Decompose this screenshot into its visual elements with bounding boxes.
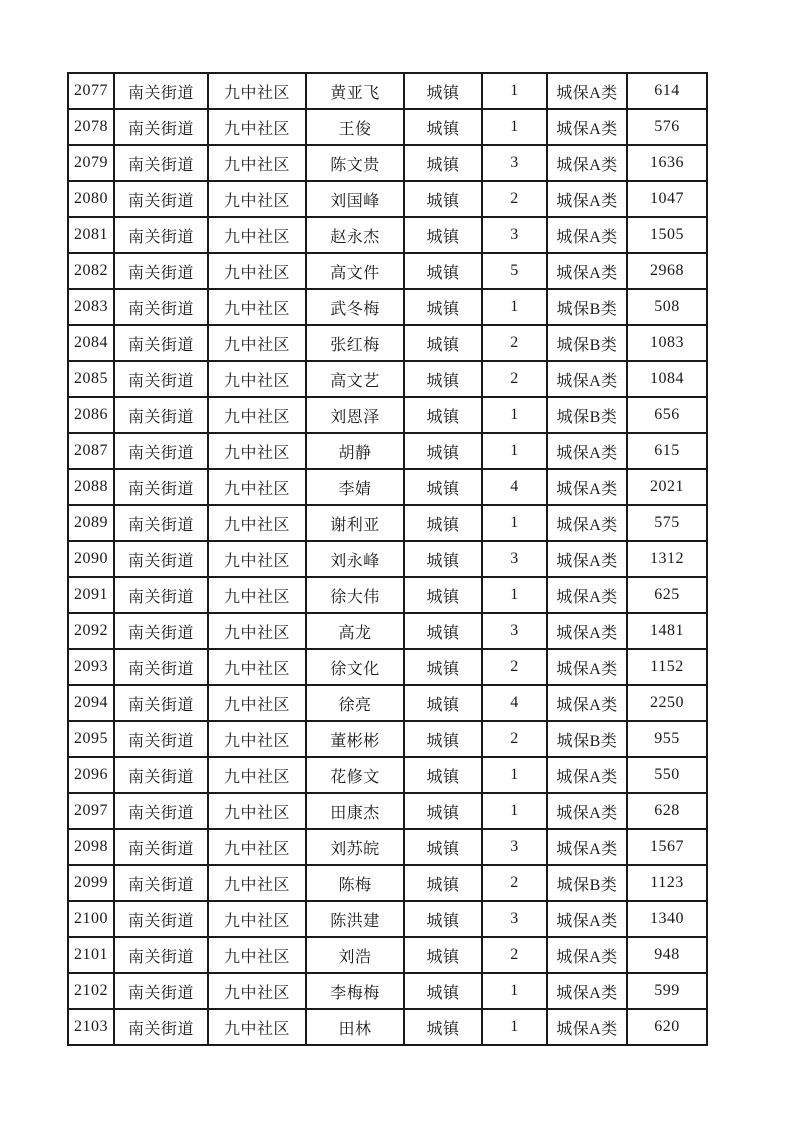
person-name-cell: 刘苏皖 [306,829,404,865]
person-name-cell: 徐亮 [306,685,404,721]
person-name-cell: 田康杰 [306,793,404,829]
street-cell: 南关街道 [114,613,208,649]
serial-number-cell: 2085 [68,361,114,397]
person-name-cell: 高文艺 [306,361,404,397]
headcount-cell: 2 [482,181,547,217]
table-row [68,865,707,901]
person-name-cell: 武冬梅 [306,289,404,325]
amount-cell: 1481 [627,613,707,649]
serial-number-cell: 2078 [68,109,114,145]
community-cell: 九中社区 [208,937,306,973]
insurance-category-cell: 城保A类 [547,829,627,865]
insurance-category-cell: 城保A类 [547,469,627,505]
community-cell: 九中社区 [208,541,306,577]
person-name-cell: 高龙 [306,613,404,649]
street-cell: 南关街道 [114,325,208,361]
community-cell: 九中社区 [208,649,306,685]
residence-type-cell: 城镇 [404,217,482,253]
street-cell: 南关街道 [114,217,208,253]
amount-cell: 2968 [627,253,707,289]
serial-number-cell: 2091 [68,577,114,613]
community-cell: 九中社区 [208,325,306,361]
serial-number-cell: 2092 [68,613,114,649]
person-name-cell: 李梅梅 [306,973,404,1009]
serial-number-cell: 2102 [68,973,114,1009]
residence-type-cell: 城镇 [404,73,482,109]
table-row [68,541,707,577]
amount-cell: 1123 [627,865,707,901]
person-name-cell: 董彬彬 [306,721,404,757]
community-cell: 九中社区 [208,181,306,217]
residence-type-cell: 城镇 [404,325,482,361]
residence-type-cell: 城镇 [404,685,482,721]
serial-number-cell: 2103 [68,1009,114,1045]
table-row [68,361,707,397]
headcount-cell: 1 [482,433,547,469]
street-cell: 南关街道 [114,397,208,433]
insurance-category-cell: 城保A类 [547,181,627,217]
community-cell: 九中社区 [208,1009,306,1045]
table-row [68,1009,707,1045]
table-row [68,649,707,685]
person-name-cell: 胡静 [306,433,404,469]
table-row [68,397,707,433]
headcount-cell: 2 [482,649,547,685]
amount-cell: 1084 [627,361,707,397]
community-cell: 九中社区 [208,433,306,469]
street-cell: 南关街道 [114,433,208,469]
headcount-cell: 2 [482,865,547,901]
street-cell: 南关街道 [114,289,208,325]
headcount-cell: 1 [482,793,547,829]
table-row [68,721,707,757]
insurance-category-cell: 城保A类 [547,1009,627,1045]
residence-type-cell: 城镇 [404,649,482,685]
table-row [68,289,707,325]
community-cell: 九中社区 [208,577,306,613]
street-cell: 南关街道 [114,73,208,109]
community-cell: 九中社区 [208,793,306,829]
residence-type-cell: 城镇 [404,109,482,145]
residence-type-cell: 城镇 [404,577,482,613]
serial-number-cell: 2093 [68,649,114,685]
table-row [68,217,707,253]
table-body [68,73,707,1045]
serial-number-cell: 2095 [68,721,114,757]
headcount-cell: 1 [482,577,547,613]
amount-cell: 1083 [627,325,707,361]
insurance-category-cell: 城保B类 [547,865,627,901]
community-cell: 九中社区 [208,361,306,397]
insurance-category-cell: 城保A类 [547,685,627,721]
amount-cell: 615 [627,433,707,469]
serial-number-cell: 2090 [68,541,114,577]
residence-type-cell: 城镇 [404,973,482,1009]
person-name-cell: 黄亚飞 [306,73,404,109]
street-cell: 南关街道 [114,829,208,865]
street-cell: 南关街道 [114,937,208,973]
table-row [68,937,707,973]
amount-cell: 2021 [627,469,707,505]
table-row [68,469,707,505]
insurance-category-cell: 城保A类 [547,505,627,541]
residence-type-cell: 城镇 [404,793,482,829]
amount-cell: 625 [627,577,707,613]
street-cell: 南关街道 [114,865,208,901]
community-cell: 九中社区 [208,73,306,109]
person-name-cell: 王俊 [306,109,404,145]
amount-cell: 614 [627,73,707,109]
person-name-cell: 刘恩泽 [306,397,404,433]
table-row [68,829,707,865]
street-cell: 南关街道 [114,973,208,1009]
insurance-category-cell: 城保A类 [547,433,627,469]
headcount-cell: 3 [482,613,547,649]
community-cell: 九中社区 [208,721,306,757]
street-cell: 南关街道 [114,253,208,289]
residence-type-cell: 城镇 [404,181,482,217]
street-cell: 南关街道 [114,685,208,721]
serial-number-cell: 2081 [68,217,114,253]
amount-cell: 948 [627,937,707,973]
amount-cell: 1340 [627,901,707,937]
table-row [68,613,707,649]
headcount-cell: 1 [482,73,547,109]
serial-number-cell: 2089 [68,505,114,541]
headcount-cell: 1 [482,397,547,433]
insurance-category-cell: 城保A类 [547,973,627,1009]
serial-number-cell: 2088 [68,469,114,505]
amount-cell: 1047 [627,181,707,217]
person-name-cell: 刘浩 [306,937,404,973]
serial-number-cell: 2077 [68,73,114,109]
table-row [68,253,707,289]
table-row [68,325,707,361]
table-row [68,505,707,541]
person-name-cell: 陈梅 [306,865,404,901]
residence-type-cell: 城镇 [404,433,482,469]
street-cell: 南关街道 [114,361,208,397]
amount-cell: 1312 [627,541,707,577]
person-name-cell: 刘永峰 [306,541,404,577]
headcount-cell: 4 [482,685,547,721]
insurance-category-cell: 城保A类 [547,577,627,613]
person-name-cell: 谢利亚 [306,505,404,541]
headcount-cell: 1 [482,505,547,541]
serial-number-cell: 2079 [68,145,114,181]
insurance-category-cell: 城保A类 [547,145,627,181]
residence-type-cell: 城镇 [404,361,482,397]
street-cell: 南关街道 [114,469,208,505]
insurance-category-cell: 城保A类 [547,217,627,253]
serial-number-cell: 2080 [68,181,114,217]
insurance-category-cell: 城保A类 [547,757,627,793]
serial-number-cell: 2094 [68,685,114,721]
street-cell: 南关街道 [114,505,208,541]
person-name-cell: 高文件 [306,253,404,289]
amount-cell: 1636 [627,145,707,181]
table-row [68,901,707,937]
amount-cell: 575 [627,505,707,541]
table-row [68,577,707,613]
residence-type-cell: 城镇 [404,1009,482,1045]
residence-type-cell: 城镇 [404,901,482,937]
person-name-cell: 张红梅 [306,325,404,361]
headcount-cell: 1 [482,109,547,145]
amount-cell: 628 [627,793,707,829]
headcount-cell: 3 [482,217,547,253]
residence-type-cell: 城镇 [404,865,482,901]
insurance-category-cell: 城保B类 [547,325,627,361]
street-cell: 南关街道 [114,541,208,577]
insurance-category-cell: 城保A类 [547,613,627,649]
table-row [68,145,707,181]
person-name-cell: 赵永杰 [306,217,404,253]
amount-cell: 656 [627,397,707,433]
street-cell: 南关街道 [114,757,208,793]
insurance-category-cell: 城保A类 [547,361,627,397]
street-cell: 南关街道 [114,649,208,685]
table-row [68,685,707,721]
person-name-cell: 刘国峰 [306,181,404,217]
table-row [68,973,707,1009]
person-name-cell: 田林 [306,1009,404,1045]
serial-number-cell: 2099 [68,865,114,901]
insurance-category-cell: 城保A类 [547,541,627,577]
headcount-cell: 1 [482,289,547,325]
headcount-cell: 3 [482,541,547,577]
street-cell: 南关街道 [114,1009,208,1045]
community-cell: 九中社区 [208,109,306,145]
person-name-cell: 陈洪建 [306,901,404,937]
insurance-category-cell: 城保A类 [547,109,627,145]
serial-number-cell: 2097 [68,793,114,829]
residence-type-cell: 城镇 [404,613,482,649]
street-cell: 南关街道 [114,109,208,145]
community-cell: 九中社区 [208,865,306,901]
insurance-category-cell: 城保B类 [547,397,627,433]
insurance-category-cell: 城保A类 [547,253,627,289]
community-cell: 九中社区 [208,829,306,865]
residence-type-cell: 城镇 [404,541,482,577]
residence-type-cell: 城镇 [404,253,482,289]
amount-cell: 550 [627,757,707,793]
headcount-cell: 3 [482,829,547,865]
amount-cell: 576 [627,109,707,145]
community-cell: 九中社区 [208,397,306,433]
street-cell: 南关街道 [114,901,208,937]
serial-number-cell: 2084 [68,325,114,361]
residence-type-cell: 城镇 [404,829,482,865]
residence-type-cell: 城镇 [404,505,482,541]
residence-type-cell: 城镇 [404,937,482,973]
serial-number-cell: 2083 [68,289,114,325]
headcount-cell: 3 [482,901,547,937]
table-row [68,757,707,793]
insurance-category-cell: 城保A类 [547,649,627,685]
insurance-category-cell: 城保A类 [547,901,627,937]
amount-cell: 508 [627,289,707,325]
residence-type-cell: 城镇 [404,721,482,757]
amount-cell: 1505 [627,217,707,253]
headcount-cell: 1 [482,973,547,1009]
community-cell: 九中社区 [208,253,306,289]
community-cell: 九中社区 [208,505,306,541]
insurance-category-cell: 城保A类 [547,937,627,973]
person-name-cell: 徐大伟 [306,577,404,613]
insurance-category-cell: 城保A类 [547,793,627,829]
residence-type-cell: 城镇 [404,145,482,181]
amount-cell: 1152 [627,649,707,685]
amount-cell: 955 [627,721,707,757]
community-cell: 九中社区 [208,289,306,325]
person-name-cell: 李婧 [306,469,404,505]
amount-cell: 2250 [627,685,707,721]
headcount-cell: 2 [482,721,547,757]
person-name-cell: 陈文贵 [306,145,404,181]
serial-number-cell: 2100 [68,901,114,937]
headcount-cell: 5 [482,253,547,289]
amount-cell: 599 [627,973,707,1009]
headcount-cell: 2 [482,937,547,973]
amount-cell: 1567 [627,829,707,865]
headcount-cell: 3 [482,145,547,181]
table-row [68,109,707,145]
street-cell: 南关街道 [114,793,208,829]
residence-type-cell: 城镇 [404,469,482,505]
serial-number-cell: 2086 [68,397,114,433]
serial-number-cell: 2101 [68,937,114,973]
table-row [68,793,707,829]
serial-number-cell: 2087 [68,433,114,469]
serial-number-cell: 2082 [68,253,114,289]
residence-type-cell: 城镇 [404,289,482,325]
serial-number-cell: 2096 [68,757,114,793]
street-cell: 南关街道 [114,577,208,613]
community-cell: 九中社区 [208,613,306,649]
street-cell: 南关街道 [114,145,208,181]
headcount-cell: 2 [482,325,547,361]
street-cell: 南关街道 [114,181,208,217]
community-cell: 九中社区 [208,469,306,505]
community-cell: 九中社区 [208,217,306,253]
headcount-cell: 2 [482,361,547,397]
community-cell: 九中社区 [208,757,306,793]
insurance-category-cell: 城保A类 [547,73,627,109]
street-cell: 南关街道 [114,721,208,757]
community-cell: 九中社区 [208,685,306,721]
headcount-cell: 1 [482,757,547,793]
residence-type-cell: 城镇 [404,397,482,433]
residence-type-cell: 城镇 [404,757,482,793]
headcount-cell: 1 [482,1009,547,1045]
table-row [68,433,707,469]
serial-number-cell: 2098 [68,829,114,865]
table-row [68,181,707,217]
community-cell: 九中社区 [208,973,306,1009]
community-cell: 九中社区 [208,901,306,937]
amount-cell: 620 [627,1009,707,1045]
person-name-cell: 徐文化 [306,649,404,685]
insurance-category-cell: 城保B类 [547,721,627,757]
subsidy-records-table [67,72,708,1046]
community-cell: 九中社区 [208,145,306,181]
headcount-cell: 4 [482,469,547,505]
table-row [68,73,707,109]
insurance-category-cell: 城保B类 [547,289,627,325]
person-name-cell: 花修文 [306,757,404,793]
